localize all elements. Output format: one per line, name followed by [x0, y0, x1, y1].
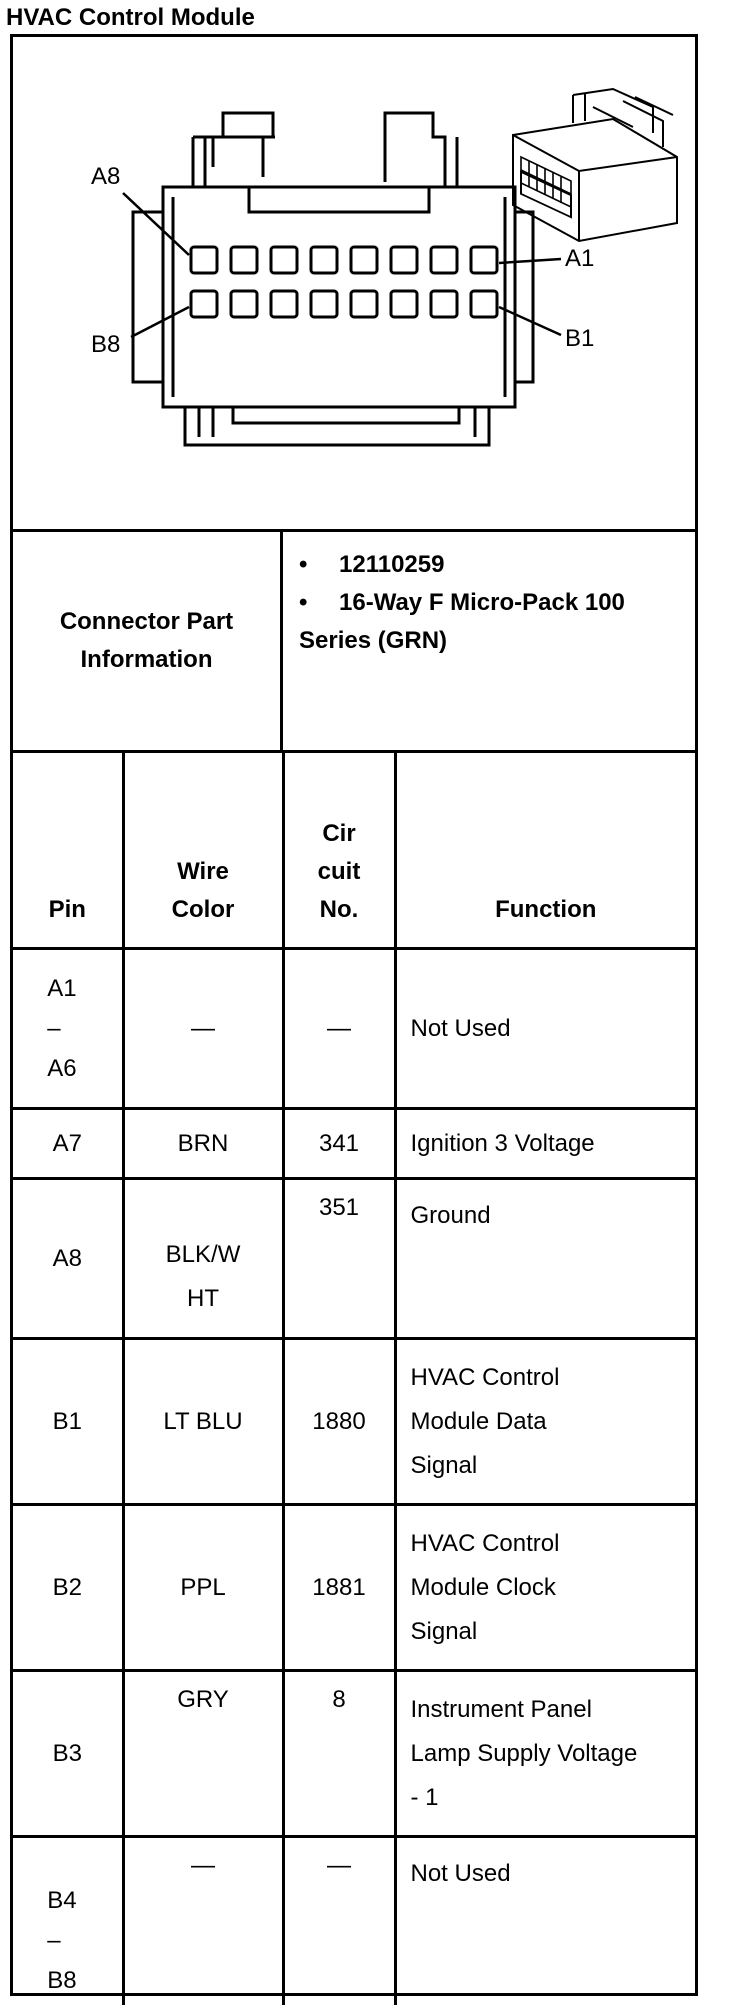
table-row: B2 PPL 1881 HVAC Control Module Clock Signal: [13, 1505, 695, 1671]
pin-cavities: [191, 247, 497, 317]
header-pin: Pin: [13, 753, 123, 949]
page-title: HVAC Control Module: [6, 4, 255, 31]
table-row: A7 BRN 341 Ignition 3 Voltage: [13, 1109, 695, 1179]
header-wire-color: Wire Color: [123, 753, 283, 949]
header-function: Function: [395, 753, 695, 949]
label-b1: B1: [565, 325, 595, 352]
table-row: A1 –A6 — — Not Used: [13, 949, 695, 1109]
connector-info-label: Connector Part Information: [13, 532, 283, 753]
connector-drawing: [13, 37, 695, 529]
header-circuit: Cir cuit No.: [283, 753, 395, 949]
table-row: B4 –B8 — — Not Used: [13, 1837, 695, 2005]
label-b8: B8: [91, 331, 121, 358]
connector-diagram: [13, 37, 695, 532]
label-a1: A1: [565, 245, 595, 272]
table-row: B3 GRY 8 Instrument Panel Lamp Supply Voltage - 1: [13, 1671, 695, 1837]
connector-info-details: [283, 532, 695, 753]
connector-type: • 16-Way F Micro-Pack 100 Series (GRN): [299, 589, 625, 654]
pin-table: [13, 753, 695, 2005]
part-number: • 12110259: [299, 551, 445, 578]
table-row: A8 BLK/W HT 351 Ground: [13, 1179, 695, 1339]
connector-sheet: [10, 34, 698, 1996]
label-a8: A8: [91, 163, 121, 190]
table-header: [13, 753, 695, 949]
table-row: B1 LT BLU 1880 HVAC Control Module Data Signal: [13, 1339, 695, 1505]
